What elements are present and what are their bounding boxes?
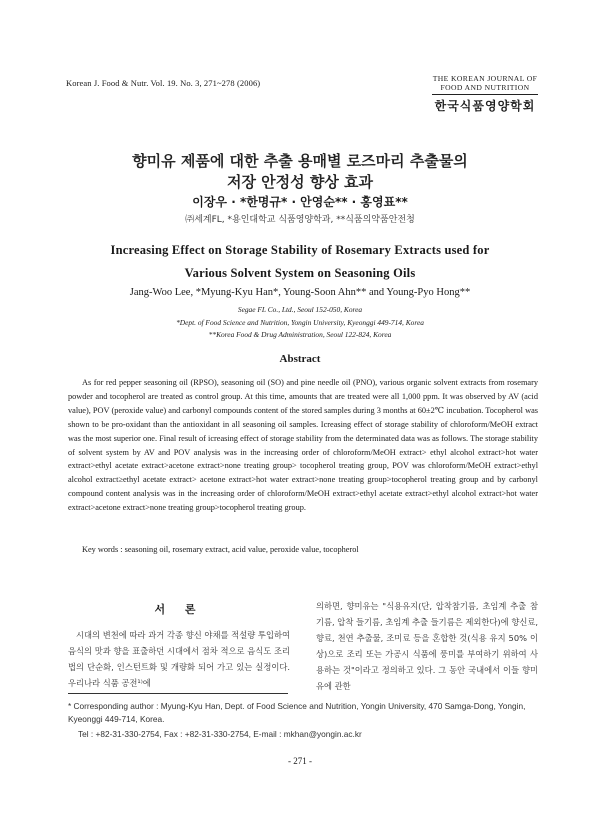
korean-affiliations: ㈜세계FL, *용인대학교 식품영양학과, **식품의약품안전청 bbox=[185, 215, 415, 225]
page-number: - 271 - bbox=[288, 756, 312, 766]
abstract-body bbox=[68, 376, 538, 515]
journal-divider bbox=[432, 94, 538, 95]
introduction-left-column: 시대의 변천에 따라 과거 각종 향신 야채를 적설량 투입하여 음식의 맛과 향을 표출하던 시대에서 점차 적으로 음식도 조리법의 단순화, 인스턴트화 및 개량화 되어 가고 있는 실정이다. 우리나라 식품 공전¹⁾에 bbox=[68, 630, 290, 688]
introduction-right-column: 의하면, 향미유는 "식용유지(단, 압착참기름, 초임계 추출 참기름, 압착 들기름, 초임계 추출 들기름은 제외한다)에 향신료, 향료, 천연 추출물, 조미료 등을 혼합한 것(식용 유지 50% 이상)으로 조리 또는 가공시 식품에 풍미를 부여하기 위하여 사용하는 것"이라고 정의하고 있다. 그 동안 국내에서 이들 향미유에 관한 bbox=[316, 601, 538, 691]
english-affiliation-2: *Dept. of Food Science and Nutrition, Yongin University, Kyeonggi 449-714, Korea bbox=[176, 318, 424, 327]
english-affiliation-1: Segae FL Co., Ltd., Seoul 152-050, Korea bbox=[237, 305, 363, 314]
journal-name-line2: FOOD AND NUTRITION bbox=[440, 83, 530, 92]
citation-header: Korean J. Food & Nutr. Vol. 19. No. 3, 271~278 (2006) bbox=[66, 78, 261, 88]
contact-info: Tel : +82-31-330-2754, Fax : +82-31-330-2754, E-mail : mkhan@yongin.ac.kr bbox=[78, 729, 362, 739]
footnote bbox=[68, 700, 538, 741]
korean-title-line1: 향미유 제품에 대한 추출 용매별 로즈마리 추출물의 bbox=[132, 152, 468, 170]
introduction-heading: 서 론 bbox=[154, 603, 204, 616]
journal-logo bbox=[432, 74, 538, 114]
abstract-heading: Abstract bbox=[279, 353, 321, 365]
english-authors: Jang-Woo Lee, *Myung-Kyu Han*, Young-Soon Ahn** and Young-Pyo Hong** bbox=[129, 287, 471, 298]
korean-authors: 이장우 · *한명규* · 안영순** · 홍영표** bbox=[192, 195, 408, 209]
corresponding-author: * Corresponding author : Myung-Kyu Han, Dept. of Food Science and Nutrition, Yongin University, 470 Samga-Dong, Yongin, Kyeonggi 449-714, Korea. bbox=[68, 701, 526, 724]
english-title-line2: Various Solvent System on Seasoning Oils bbox=[184, 266, 416, 280]
keywords: Key words : seasoning oil, rosemary extract, acid value, peroxide value, tocopherol bbox=[82, 545, 359, 554]
abstract-text: As for red pepper seasoning oil (RPSO), seasoning oil (SO) and pine needle oil (PNO), various organic solvent extracts from rosemary powder and tocopherol are treated as control group. At this time, amounts that are treated were all 1,000 ppm. It was observed by AV (acid value), POV (peroxide value) and carbonyl compounds content of the stored samples during 3 months at 60±2℃ incubation. Tocopherol was shown to be pro-oxidant than the antioxidant in all seasoning oil samples. Icreasing effect of storage stability of chloroform/MeOH extract was the most superior one. Final result of icreasing effect of storage stability from the determinated data was as follows. The storage stability of solvent system by AV and POV analysis was in the increasing order of chloroform/MeOH extract> ethyl alcohol extract>hot water extract>ethyl acetate extract>acetone extract>none treating group> tocopherol treating group, POV was chloroform/MeOH extract>ethyl alcohol extract≥ethyl acetate extract> acetone extract>hot water extract>none treating group>tocopherol treating group and by carbonyl compound content analysis was in the increasing order of chloroform/MeOH extract>ethyl acetate extract>ethyl alcohol extract>hot water extract>acetone extract>none treating group>tocopherol treating group. bbox=[68, 378, 538, 513]
journal-name-korean: 한국식품영양학회 bbox=[434, 99, 536, 113]
english-affiliation-3: **Korea Food & Drug Administration, Seoul 122-824, Korea bbox=[208, 330, 392, 339]
footnote-divider bbox=[68, 693, 288, 694]
english-title-line1: Increasing Effect on Storage Stability of Rosemary Extracts used for bbox=[110, 243, 490, 257]
journal-name-line1: THE KOREAN JOURNAL OF bbox=[432, 74, 538, 83]
korean-title-line2: 저장 안정성 향상 효과 bbox=[226, 173, 374, 191]
